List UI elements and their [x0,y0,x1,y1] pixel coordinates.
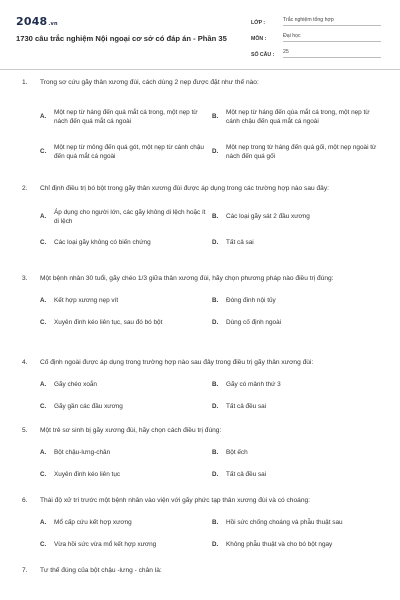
option-letter: C. [40,239,47,247]
option-list [0,98,400,168]
option-letter: D. [212,403,219,411]
question-text: Một trẻ sơ sinh bị gãy xương đùi, hãy chọn cách điều trị đúng: [40,427,222,434]
option-letter: D. [212,471,219,479]
question-text: Trong sơ cứu gãy thân xương đùi, cách dùng 2 nẹp được đặt như thế nào: [40,79,259,86]
option-text: Tất cả sai [226,239,254,247]
option-letter: C. [40,403,47,411]
option-letter: A. [40,297,47,305]
meta-value: Đại học [283,33,381,42]
option-c[interactable] [40,232,212,254]
option-c[interactable] [40,396,212,418]
option-list [0,512,400,556]
option-a[interactable] [40,512,212,534]
question-list [0,78,400,580]
option-letter: B. [212,213,219,221]
option-text: Vừa hồi sức vừa mổ kết hợp xương [54,541,157,549]
option-list [0,290,400,334]
option-b[interactable] [212,202,384,232]
option-d[interactable] [212,136,384,168]
option-a[interactable] [40,290,212,312]
option-letter: C. [40,319,47,327]
option-letter: B. [212,113,219,121]
question-number: 7. [22,567,28,574]
option-text: Áp dụng cho người lớn, các gãy không di lệch hoặc ít di lệch [54,208,206,225]
option-c[interactable] [40,464,212,486]
option-text: Các loại gãy sát 2 đầu xương [226,213,310,221]
question-text: Thái độ xử trí trước một bệnh nhân vào viện với gãy phức tạp thân xương đùi và có choáng: [40,497,310,504]
meta-label: LỚP : [251,20,266,26]
option-letter: D. [212,148,219,156]
option-letter: B. [212,381,219,389]
option-letter: B. [212,297,219,305]
option-c[interactable] [40,136,212,168]
question-text: Cố định ngoài được áp dụng trong trường hợp nào sau đây trong điều trị gãy thân xương đùi: [40,359,314,366]
document-title: 1730 câu trắc nghiệm Nội ngoại cơ sở có đáp án - Phần 35 [16,34,227,43]
option-letter: C. [40,541,47,549]
question-text: Một bệnh nhân 30 tuổi, gãy chéo 1/3 giữa thân xương đùi, hãy chọn phương pháp nào điều trị đúng: [40,275,334,282]
meta-row-subject [251,29,381,42]
question-stem [0,184,400,194]
option-c[interactable] [40,312,212,334]
question-item [0,496,400,566]
option-text: Xuyên đinh kéo liên tục, sau đó bó bột [54,319,163,327]
option-b[interactable] [212,98,384,136]
option-text: Một nẹp từ háng đến quá mắt cá trong, một nẹp từ nách đến quá mắt cá ngoài [54,108,198,125]
question-stem [0,496,400,506]
option-letter: B. [212,519,219,527]
option-text: Đóng đinh nội tủy [226,297,276,305]
question-stem [0,426,400,436]
option-letter: A. [40,519,47,527]
option-text: Bột ếch [226,449,248,457]
question-number: 6. [22,497,28,504]
option-c[interactable] [40,534,212,556]
option-letter: C. [40,148,47,156]
option-list [0,374,400,418]
question-number: 4. [22,359,28,366]
option-d[interactable] [212,232,384,254]
question-text: Chỉ định điều trị bó bột trong gãy thân xương đùi được áp dụng trong các trường hợp nào sau đây: [40,185,329,192]
logo-main: 2048 [16,15,48,28]
question-item [0,274,400,358]
question-stem [0,274,400,284]
question-item [0,358,400,426]
option-text: Gãy chéo xoắn [54,381,97,389]
question-item [0,426,400,496]
option-b[interactable] [212,512,384,534]
question-stem [0,358,400,368]
document-header [0,0,400,70]
option-text: Gãy có mảnh thứ 3 [226,381,281,389]
meta-row-class [251,13,381,26]
question-item [0,566,400,580]
option-text: Mổ cấp cứu kết hợp xương [54,519,132,527]
option-b[interactable] [212,442,384,464]
option-text: Tất cả đều sai [226,403,267,411]
option-b[interactable] [212,290,384,312]
option-text: Hồi sức chống choáng và phẫu thuật sau [226,519,343,527]
option-text: Dùng cố định ngoài [226,319,282,327]
option-text: Xuyên đinh kéo liên tục [54,471,121,479]
option-text: Một nẹp từ mông đến quá gót, một nẹp từ cánh chậu đến quá mắt cá ngoài [54,143,204,160]
meta-label: SỐ CÂU : [251,52,275,58]
option-letter: A. [40,213,47,221]
option-letter: A. [40,449,47,457]
question-text: Tư thế đúng của bột chậu -lưng - chân là: [40,567,162,574]
option-letter: C. [40,471,47,479]
option-a[interactable] [40,98,212,136]
site-logo[interactable] [16,15,58,28]
question-item [0,78,400,184]
option-a[interactable] [40,202,212,232]
meta-info [251,13,381,61]
question-stem [0,78,400,88]
option-d[interactable] [212,396,384,418]
option-text: Kết hợp xương nẹp vít [54,297,119,305]
option-letter: A. [40,381,47,389]
meta-row-count [251,45,381,58]
option-text: Không phẫu thuật và cho bó bột ngay [226,541,333,549]
meta-value: Trắc nghiệm tổng hợp [283,17,381,26]
option-text: Một nẹp từ háng đến qúa mắt cá trong, một nẹp từ cánh chậu đến quá mắt cá ngoài [226,108,370,125]
option-a[interactable] [40,442,212,464]
option-letter: B. [212,449,219,457]
question-number: 5. [22,427,28,434]
meta-label: MÔN : [251,36,267,42]
question-stem [0,566,400,576]
option-letter: D. [212,541,219,549]
meta-value: 25 [283,49,381,58]
question-item [0,184,400,274]
option-d[interactable] [212,534,384,556]
option-letter: A. [40,113,47,121]
option-text: Gãy gần các đầu xương [54,403,123,411]
option-a[interactable] [40,374,212,396]
question-number: 2. [22,185,28,192]
option-text: Bột chậu-lưng-chân [54,449,111,457]
option-list [0,442,400,486]
option-list [0,202,400,254]
option-b[interactable] [212,374,384,396]
option-letter: D. [212,319,219,327]
logo-sub: .vn [48,21,58,27]
question-number: 1. [22,79,28,86]
question-number: 3. [22,275,28,282]
option-letter: D. [212,239,219,247]
option-text: Các loại gãy không có biến chứng [54,239,151,247]
option-text: Một nẹp trong từ háng đến quá gối, một nẹp ngoài từ nách đến quá gối [226,143,377,160]
option-d[interactable] [212,312,384,334]
option-text: Tất cả đều sai [226,471,267,479]
option-d[interactable] [212,464,384,486]
